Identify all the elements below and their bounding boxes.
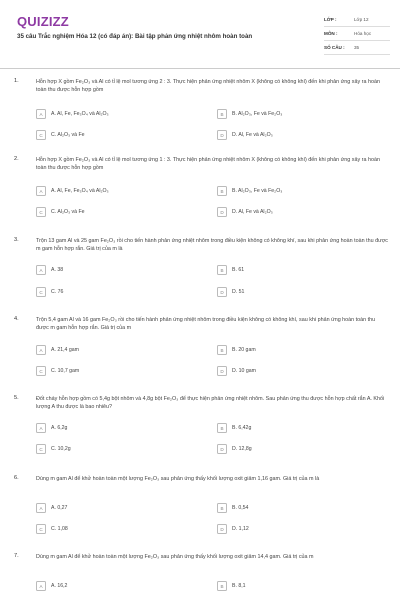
option-d[interactable]	[217, 206, 357, 218]
question-text: Trộn 13 gam Al và 25 gam Fe₂O₃ rồi cho tiến hành phản ứng nhiệt nhôm trong điều kiện không có không khí, sau khi phản ứng hoàn toàn thu được m gam hỗn hợp rắn. Giá trị của m là	[36, 238, 388, 252]
option-key: D	[217, 524, 227, 534]
option-c[interactable]	[36, 443, 176, 455]
option-text: A. 21,4 gam	[51, 347, 79, 353]
option-a[interactable]	[36, 344, 176, 356]
question-number: 3.	[14, 237, 19, 243]
option-text: D. 51	[232, 289, 245, 295]
question-text: Dùng m gam Al để khử hoàn toàn một lượng Fe₂O₃ sau phản ứng thấy khối lượng oxit giảm 1,16 gam. Giá trị của m là	[36, 476, 320, 482]
option-d[interactable]	[217, 443, 357, 455]
option-a[interactable]	[36, 264, 176, 276]
option-text: B. 0,54	[232, 505, 249, 511]
option-key: C	[36, 366, 46, 376]
option-text: A. 6,2g	[51, 425, 68, 431]
question-text: Trộn 5,4 gam Al và 16 gam Fe₂O₃ rồi cho tiến hành phản ứng nhiệt nhôm trong điều kiện không có không khí, sau khi phản ứng hoàn toàn thu được m gam hỗn hợp rắn. Giá trị của m	[36, 317, 376, 331]
option-key: C	[36, 207, 46, 217]
question-text: Dùng m gam Al để khử hoàn toàn một lượng Fe₂O₃ sau phản ứng thấy khối lượng oxit giảm 14,4 gam. Giá trị của m	[36, 554, 314, 560]
option-text: B. Al₂O₃, Fe và Fe₂O₃	[232, 188, 283, 194]
option-d[interactable]	[217, 365, 357, 377]
option-text: A. 38	[51, 267, 64, 273]
meta-row-subject	[324, 27, 390, 41]
option-text: D. 12,8g	[232, 446, 252, 452]
question-number: 6.	[14, 475, 19, 481]
question-number: 1.	[14, 78, 19, 84]
meta-label: SỐ CÂU :	[324, 45, 345, 50]
option-text: C. 10,7 gam	[51, 368, 80, 374]
option-a[interactable]	[36, 108, 176, 120]
option-c[interactable]	[36, 206, 176, 218]
option-text: A. 0,27	[51, 505, 68, 511]
option-text: D. Al, Fe và Al₂O₃	[232, 209, 273, 215]
option-key: B	[217, 503, 227, 513]
question-number: 7.	[14, 553, 19, 559]
option-c[interactable]	[36, 365, 176, 377]
option-text: B. 61	[232, 267, 245, 273]
option-key: D	[217, 366, 227, 376]
option-key: A	[36, 423, 46, 433]
option-text: C. Al₂O₃ và Fe	[51, 209, 85, 215]
option-key: D	[217, 130, 227, 140]
option-b[interactable]	[217, 422, 357, 434]
option-text: B. 20 gam	[232, 347, 256, 353]
option-a[interactable]	[36, 185, 176, 197]
option-b[interactable]	[217, 108, 357, 120]
option-text: B. 8,1	[232, 583, 246, 589]
option-key: B	[217, 186, 227, 196]
option-key: B	[217, 423, 227, 433]
option-text: C. Al₂O₃ và Fe	[51, 132, 85, 138]
question-text: Hỗn hợp X gồm Fe₂O₃ và Al có tỉ lệ mol tương ứng 1 : 3. Thực hiện phản ứng nhiệt nhôm X (không có không khí) đến khi phản ứng xảy ra hoàn toàn thu được hỗn hợp gồm	[36, 157, 380, 171]
option-key: D	[217, 287, 227, 297]
option-text: A. Al, Fe, Fe₃O₄ và Al₂O₃	[51, 111, 109, 117]
document-header	[0, 0, 400, 68]
option-text: A. Al, Fe, Fe₃O₄ và Al₂O₃	[51, 188, 109, 194]
option-text: A. 16,2	[51, 583, 68, 589]
question-text: Hỗn hợp X gồm Fe₂O₃ và Al có tỉ lệ mol tương ứng 2 : 3. Thực hiện phản ứng nhiệt nhôm X (không có không khí) đến khi phản ứng xảy ra hoàn toàn thu được hỗn hợp gồm	[36, 79, 380, 93]
option-text: D. 1,12	[232, 526, 249, 532]
option-c[interactable]	[36, 286, 176, 298]
meta-label: MÔN :	[324, 31, 338, 36]
option-a[interactable]	[36, 422, 176, 434]
option-text: B. Al₂O₃, Fe và Fe₂O₃	[232, 111, 283, 117]
quizizz-logo: QUIZIZZ	[17, 14, 69, 29]
option-key: A	[36, 265, 46, 275]
option-d[interactable]	[217, 523, 357, 535]
option-text: D. 10 gam	[232, 368, 256, 374]
option-b[interactable]	[217, 264, 357, 276]
header-divider	[0, 68, 400, 69]
meta-row-class	[324, 13, 390, 27]
meta-value: Hóa học	[354, 31, 372, 36]
option-key: B	[217, 265, 227, 275]
option-key: C	[36, 444, 46, 454]
option-b[interactable]	[217, 580, 357, 592]
document-title: 35 câu Trắc nghiệm Hóa 12 (có đáp án): Bài tập phản ứng nhiệt nhôm hoàn toàn	[17, 33, 253, 40]
option-text: C. 10,2g	[51, 446, 71, 452]
document-meta	[324, 13, 390, 55]
option-text: D. Al, Fe và Al₂O₃	[232, 132, 273, 138]
option-key: A	[36, 581, 46, 591]
question-number: 2.	[14, 156, 19, 162]
option-text: C. 76	[51, 289, 64, 295]
option-text: B. 6,42g	[232, 425, 252, 431]
question-text: Đốt cháy hỗn hợp gồm có 5,4g bột nhôm và 4,8g bột Fe₂O₃ để thực hiện phản ứng nhiệt nhôm. Sau phản ứng thu được hỗn hợp chất rắn A. Khối lượng A thu được là bao nhiêu?	[36, 396, 385, 410]
option-key: D	[217, 444, 227, 454]
option-key: B	[217, 109, 227, 119]
question-number: 5.	[14, 395, 19, 401]
option-key: C	[36, 524, 46, 534]
option-key: D	[217, 207, 227, 217]
option-key: C	[36, 130, 46, 140]
option-key: B	[217, 345, 227, 355]
option-d[interactable]	[217, 286, 357, 298]
option-c[interactable]	[36, 129, 176, 141]
meta-value: 35	[354, 45, 360, 50]
option-key: B	[217, 581, 227, 591]
question-number: 4.	[14, 316, 19, 322]
option-b[interactable]	[217, 502, 357, 514]
option-key: C	[36, 287, 46, 297]
option-c[interactable]	[36, 523, 176, 535]
option-b[interactable]	[217, 185, 357, 197]
option-key: A	[36, 109, 46, 119]
option-text: C. 1,08	[51, 526, 68, 532]
option-key: A	[36, 186, 46, 196]
meta-label: LỚP :	[324, 17, 337, 22]
option-a[interactable]	[36, 502, 176, 514]
option-d[interactable]	[217, 129, 357, 141]
option-b[interactable]	[217, 344, 357, 356]
meta-row-count	[324, 41, 390, 55]
option-key: A	[36, 503, 46, 513]
option-a[interactable]	[36, 580, 176, 592]
meta-value: Lớp 12	[354, 17, 369, 22]
option-key: A	[36, 345, 46, 355]
